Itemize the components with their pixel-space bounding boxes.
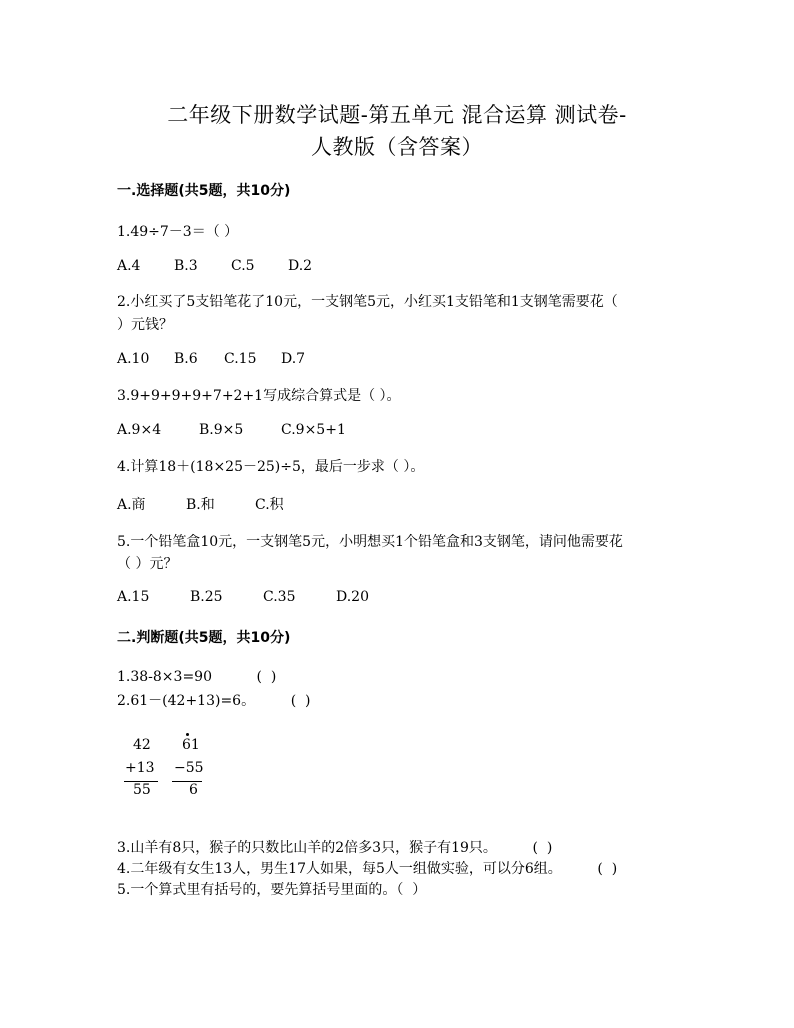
option-b: B.25 (190, 589, 223, 605)
question-4-options (117, 494, 284, 514)
option-a: A.15 (117, 589, 150, 605)
question-1-options (117, 258, 312, 274)
option-b: B.和 (186, 497, 215, 513)
judge-5-text: 5.一个算式里有括号的，要先算括号里面的。（ ） (117, 882, 427, 898)
option-a: A.4 (117, 258, 141, 274)
option-d: D.2 (288, 258, 313, 274)
option-a: A.9×4 (117, 422, 162, 438)
calc-right-mid: −55 (174, 760, 204, 776)
judge-4-text: 4.二年级有女生13人，男生17人如果，每5人一组做实验，可以分6组。 ( ) (117, 861, 618, 877)
option-b: B.6 (174, 351, 198, 367)
borrow-dot (186, 733, 189, 736)
option-a: A.商 (117, 497, 146, 513)
section2-heading: 二.判断题(共5题，共10分) (117, 630, 291, 646)
question-5-text-cont: （ ）元？ (117, 556, 178, 572)
section1-heading: 一.选择题(共5题，共10分) (117, 183, 291, 199)
question-4-text: 4.计算18＋(18×25－25)÷5，最后一步求（ ）。 (117, 459, 425, 475)
question-2-text-cont: ）元钱？ (117, 317, 173, 333)
judge-1-text: 1.38-8×3=90 ( ) (117, 669, 277, 685)
question-2-options (117, 351, 305, 367)
question-1-text: 1.49÷7－3＝（ ） (117, 224, 239, 240)
question-3-options (117, 422, 346, 438)
doc-title-line2: 人教版（含答案） (311, 135, 483, 159)
doc-title-line1: 二年级下册数学试题-第五单元 混合运算 测试卷- (167, 103, 627, 127)
question-2-text: 2.小红买了5支铅笔花了10元，一支钢笔5元，小红买1支铅笔和1支钢笔需要花（ (117, 294, 618, 310)
question-5-text: 5.一个铅笔盒10元，一支钢笔5元，小明想买1个铅笔盒和3支钢笔，请问他需要花 (117, 534, 623, 550)
option-c: C.积 (255, 497, 284, 513)
option-c: C.15 (224, 351, 257, 367)
option-c: C.5 (231, 258, 255, 274)
option-c: C.35 (263, 589, 296, 605)
option-d: D.7 (281, 351, 306, 367)
question-5-options (117, 589, 369, 605)
option-b: B.3 (174, 258, 198, 274)
question-3-text: 3.9+9+9+9+7+2+1写成综合算式是（ ）。 (117, 388, 401, 404)
calc-left-top: 42 (133, 737, 151, 753)
calc-right-top: 61 (182, 737, 200, 753)
calc-right-result: 6 (189, 782, 198, 798)
judge-2-text: 2.61－(42+13)=6。 ( ) (117, 693, 311, 709)
option-d: D.20 (336, 589, 369, 605)
option-c: C.9×5+1 (281, 422, 346, 438)
option-a: A.10 (117, 351, 150, 367)
option-b: B.9×5 (199, 422, 244, 438)
judge-3-text: 3.山羊有8只，猴子的只数比山羊的2倍多3只，猴子有19只。 ( ) (117, 840, 553, 856)
calc-left-result: 55 (133, 782, 151, 798)
calc-left-mid: +13 (125, 760, 155, 776)
